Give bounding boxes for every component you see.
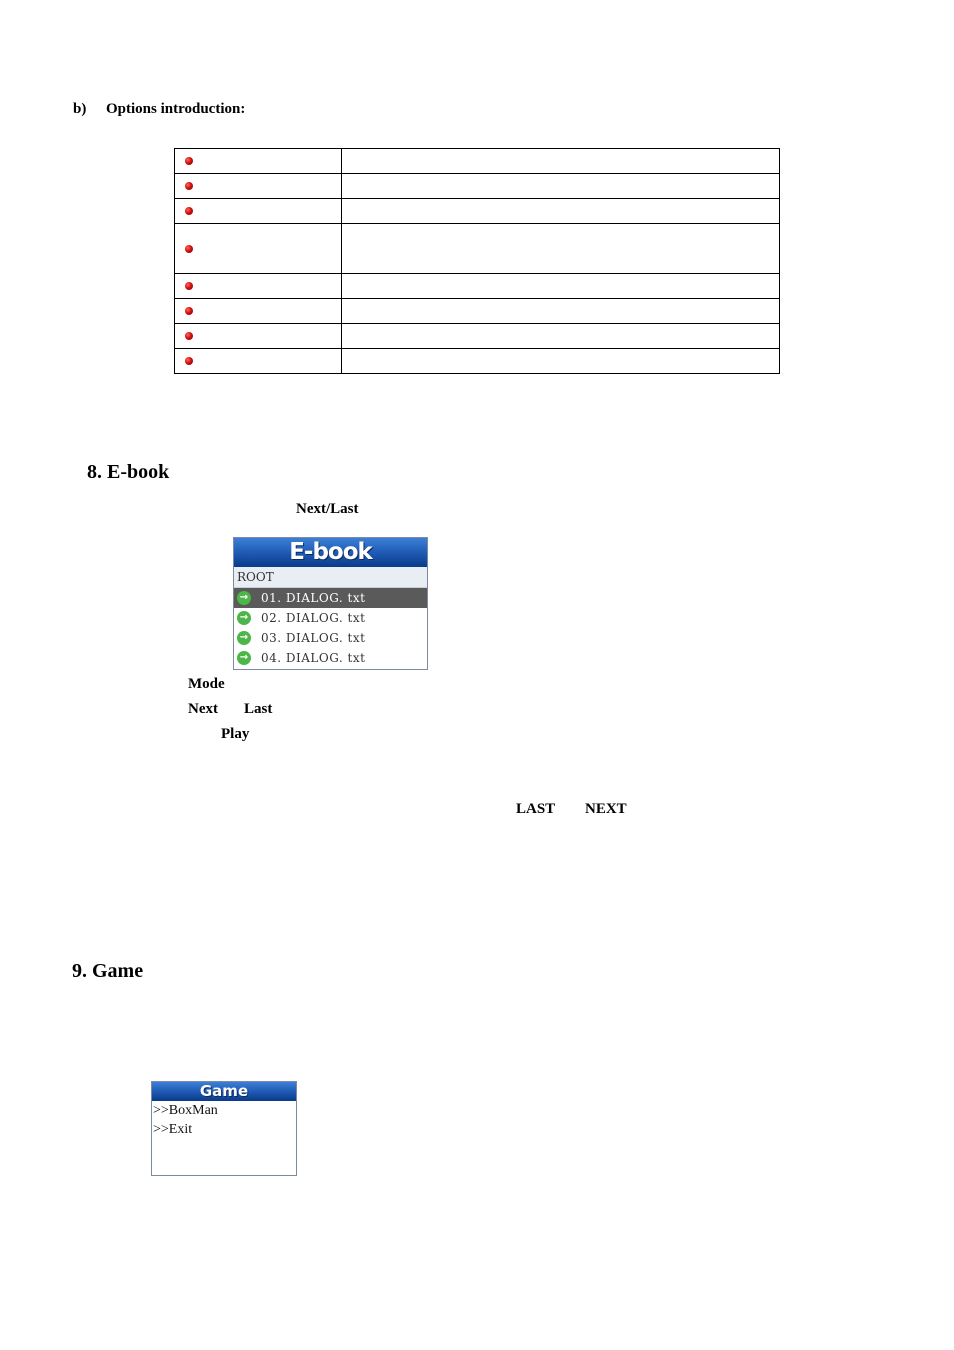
option-description-cell (342, 199, 780, 224)
options-marker: b) (73, 101, 87, 117)
option-name-cell (175, 224, 342, 274)
ebook-file-name: 02. DIALOG. txt (261, 611, 366, 625)
ebook-screen (233, 537, 428, 670)
ebook-file-name: 04. DIALOG. txt (261, 651, 366, 665)
ebook-heading: 8. E-book (87, 461, 170, 483)
play-text: Play (221, 726, 250, 742)
option-description-cell (342, 149, 780, 174)
ebook-file-item[interactable] (234, 608, 427, 628)
options-heading: Options introduction: (106, 101, 246, 117)
ebook-file-item[interactable] (234, 588, 427, 608)
option-name-cell (175, 174, 342, 199)
option-description-cell (342, 224, 780, 274)
game-screen-title: Game (152, 1082, 296, 1101)
ebook-next-last-text: Next/Last (296, 501, 359, 517)
option-description-cell (342, 324, 780, 349)
ebook-file-item[interactable] (234, 648, 427, 668)
mode-text: Mode (188, 676, 225, 692)
red-bullet-icon (185, 282, 193, 290)
options-table (174, 148, 780, 374)
option-description-cell (342, 299, 780, 324)
last-text: Last (244, 701, 273, 717)
ebook-file-item[interactable] (234, 628, 427, 648)
arrow-right-icon: → (237, 591, 251, 605)
red-bullet-icon (185, 207, 193, 215)
options-table-row (175, 349, 780, 374)
next-text: Next (188, 701, 218, 717)
game-screen (151, 1081, 297, 1176)
options-table-row (175, 274, 780, 299)
ebook-file-name: 03. DIALOG. txt (261, 631, 366, 645)
option-description-cell (342, 349, 780, 374)
ebook-root-folder: ROOT (234, 567, 427, 588)
options-table-row (175, 199, 780, 224)
options-table-row (175, 149, 780, 174)
option-name-cell (175, 149, 342, 174)
options-table-row (175, 299, 780, 324)
options-table-row (175, 324, 780, 349)
option-name-cell (175, 349, 342, 374)
game-menu-item-boxman[interactable]: >>BoxMan (153, 1103, 218, 1118)
red-bullet-icon (185, 307, 193, 315)
red-bullet-icon (185, 182, 193, 190)
last-caps-text: LAST (516, 801, 556, 817)
arrow-right-icon: → (237, 611, 251, 625)
arrow-right-icon: → (237, 631, 251, 645)
red-bullet-icon (185, 157, 193, 165)
ebook-file-list (234, 588, 427, 668)
option-description-cell (342, 174, 780, 199)
option-name-cell (175, 324, 342, 349)
ebook-file-name: 01. DIALOG. txt (261, 591, 366, 605)
game-heading: 9. Game (72, 960, 144, 982)
arrow-right-icon: → (237, 651, 251, 665)
next-caps-text: NEXT (585, 801, 627, 817)
ebook-screen-title: E-book (234, 538, 427, 567)
option-name-cell (175, 199, 342, 224)
option-description-cell (342, 274, 780, 299)
red-bullet-icon (185, 332, 193, 340)
options-table-row (175, 224, 780, 274)
option-name-cell (175, 299, 342, 324)
options-table-row (175, 174, 780, 199)
red-bullet-icon (185, 245, 193, 253)
red-bullet-icon (185, 357, 193, 365)
game-menu-item-exit[interactable]: >>Exit (153, 1122, 193, 1137)
option-name-cell (175, 274, 342, 299)
